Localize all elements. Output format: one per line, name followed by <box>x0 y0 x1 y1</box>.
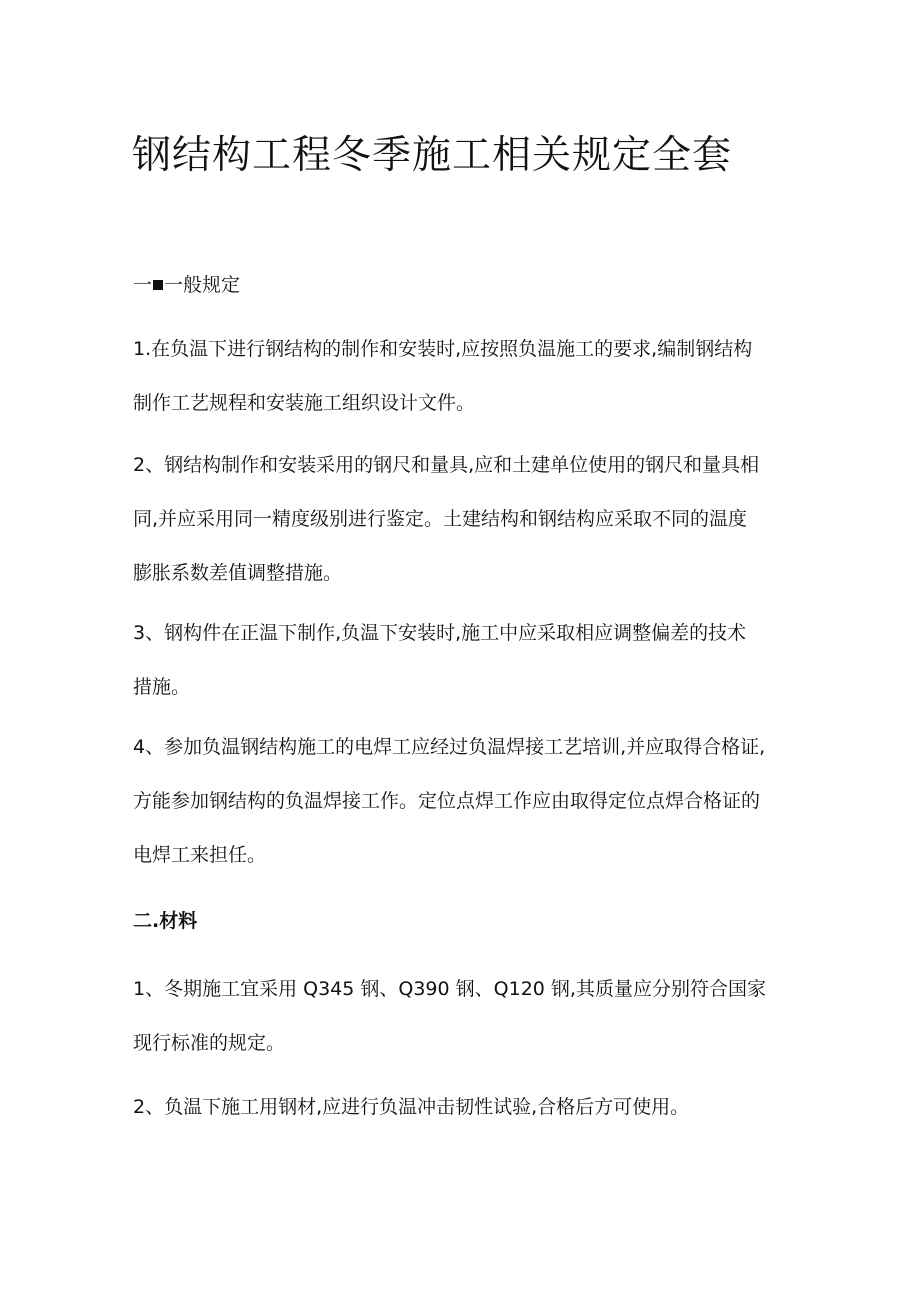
paragraph-line: 4、参加负温钢结构施工的电焊工应经过负温焊接工艺培训,并应取得合格证, <box>133 736 766 758</box>
paragraph-line: 措施。 <box>133 676 191 698</box>
paragraph-5 <box>133 962 793 1070</box>
paragraph-line: 同,并应采用同一精度级别进行鉴定。土建结构和钢结构应采取不同的温度 <box>133 508 748 530</box>
paragraph-line: 2、负温下施工用钢材,应进行负温冲击韧性试验,合格后方可使用。 <box>133 1096 690 1118</box>
paragraph-line: 1、冬期施工宜采用 Q345 钢、Q390 钢、Q120 钢,其质量应分别符合国家 <box>133 978 766 1000</box>
paragraph-4 <box>133 720 793 882</box>
paragraph-line: 现行标准的规定。 <box>133 1032 286 1054</box>
paragraph-2 <box>133 438 793 600</box>
paragraph-line: 2、钢结构制作和安装采用的钢尺和量具,应和土建单位使用的钢尺和量具相 <box>133 454 760 476</box>
paragraph-line: 1.在负温下进行钢结构的制作和安装时,应按照负温施工的要求,编制钢结构 <box>133 338 753 360</box>
paragraph-3 <box>133 606 793 714</box>
paragraph-line: 制作工艺规程和安装施工组织设计文件。 <box>133 392 476 414</box>
section-heading-materials: 二.材料 <box>133 910 198 932</box>
section-heading-general <box>133 270 240 297</box>
paragraph-line: 电焊工来担任。 <box>133 844 267 866</box>
paragraph-line: 3、钢构件在正温下制作,负温下安装时,施工中应采取相应调整偏差的技术 <box>133 622 747 644</box>
paragraph-line: 方能参加钢结构的负温焊接工作。定位点焊工作应由取得定位点焊合格证的 <box>133 790 761 812</box>
paragraph-1 <box>133 322 793 430</box>
paragraph-6 <box>133 1080 793 1134</box>
bullet-square-icon <box>153 280 163 290</box>
paragraph-line: 膨胀系数差值调整措施。 <box>133 562 343 584</box>
section-number: 一 <box>133 274 153 296</box>
document-title: 钢结构工程冬季施工相关规定全套 <box>132 133 733 178</box>
section-heading-label: 一般规定 <box>164 274 241 296</box>
